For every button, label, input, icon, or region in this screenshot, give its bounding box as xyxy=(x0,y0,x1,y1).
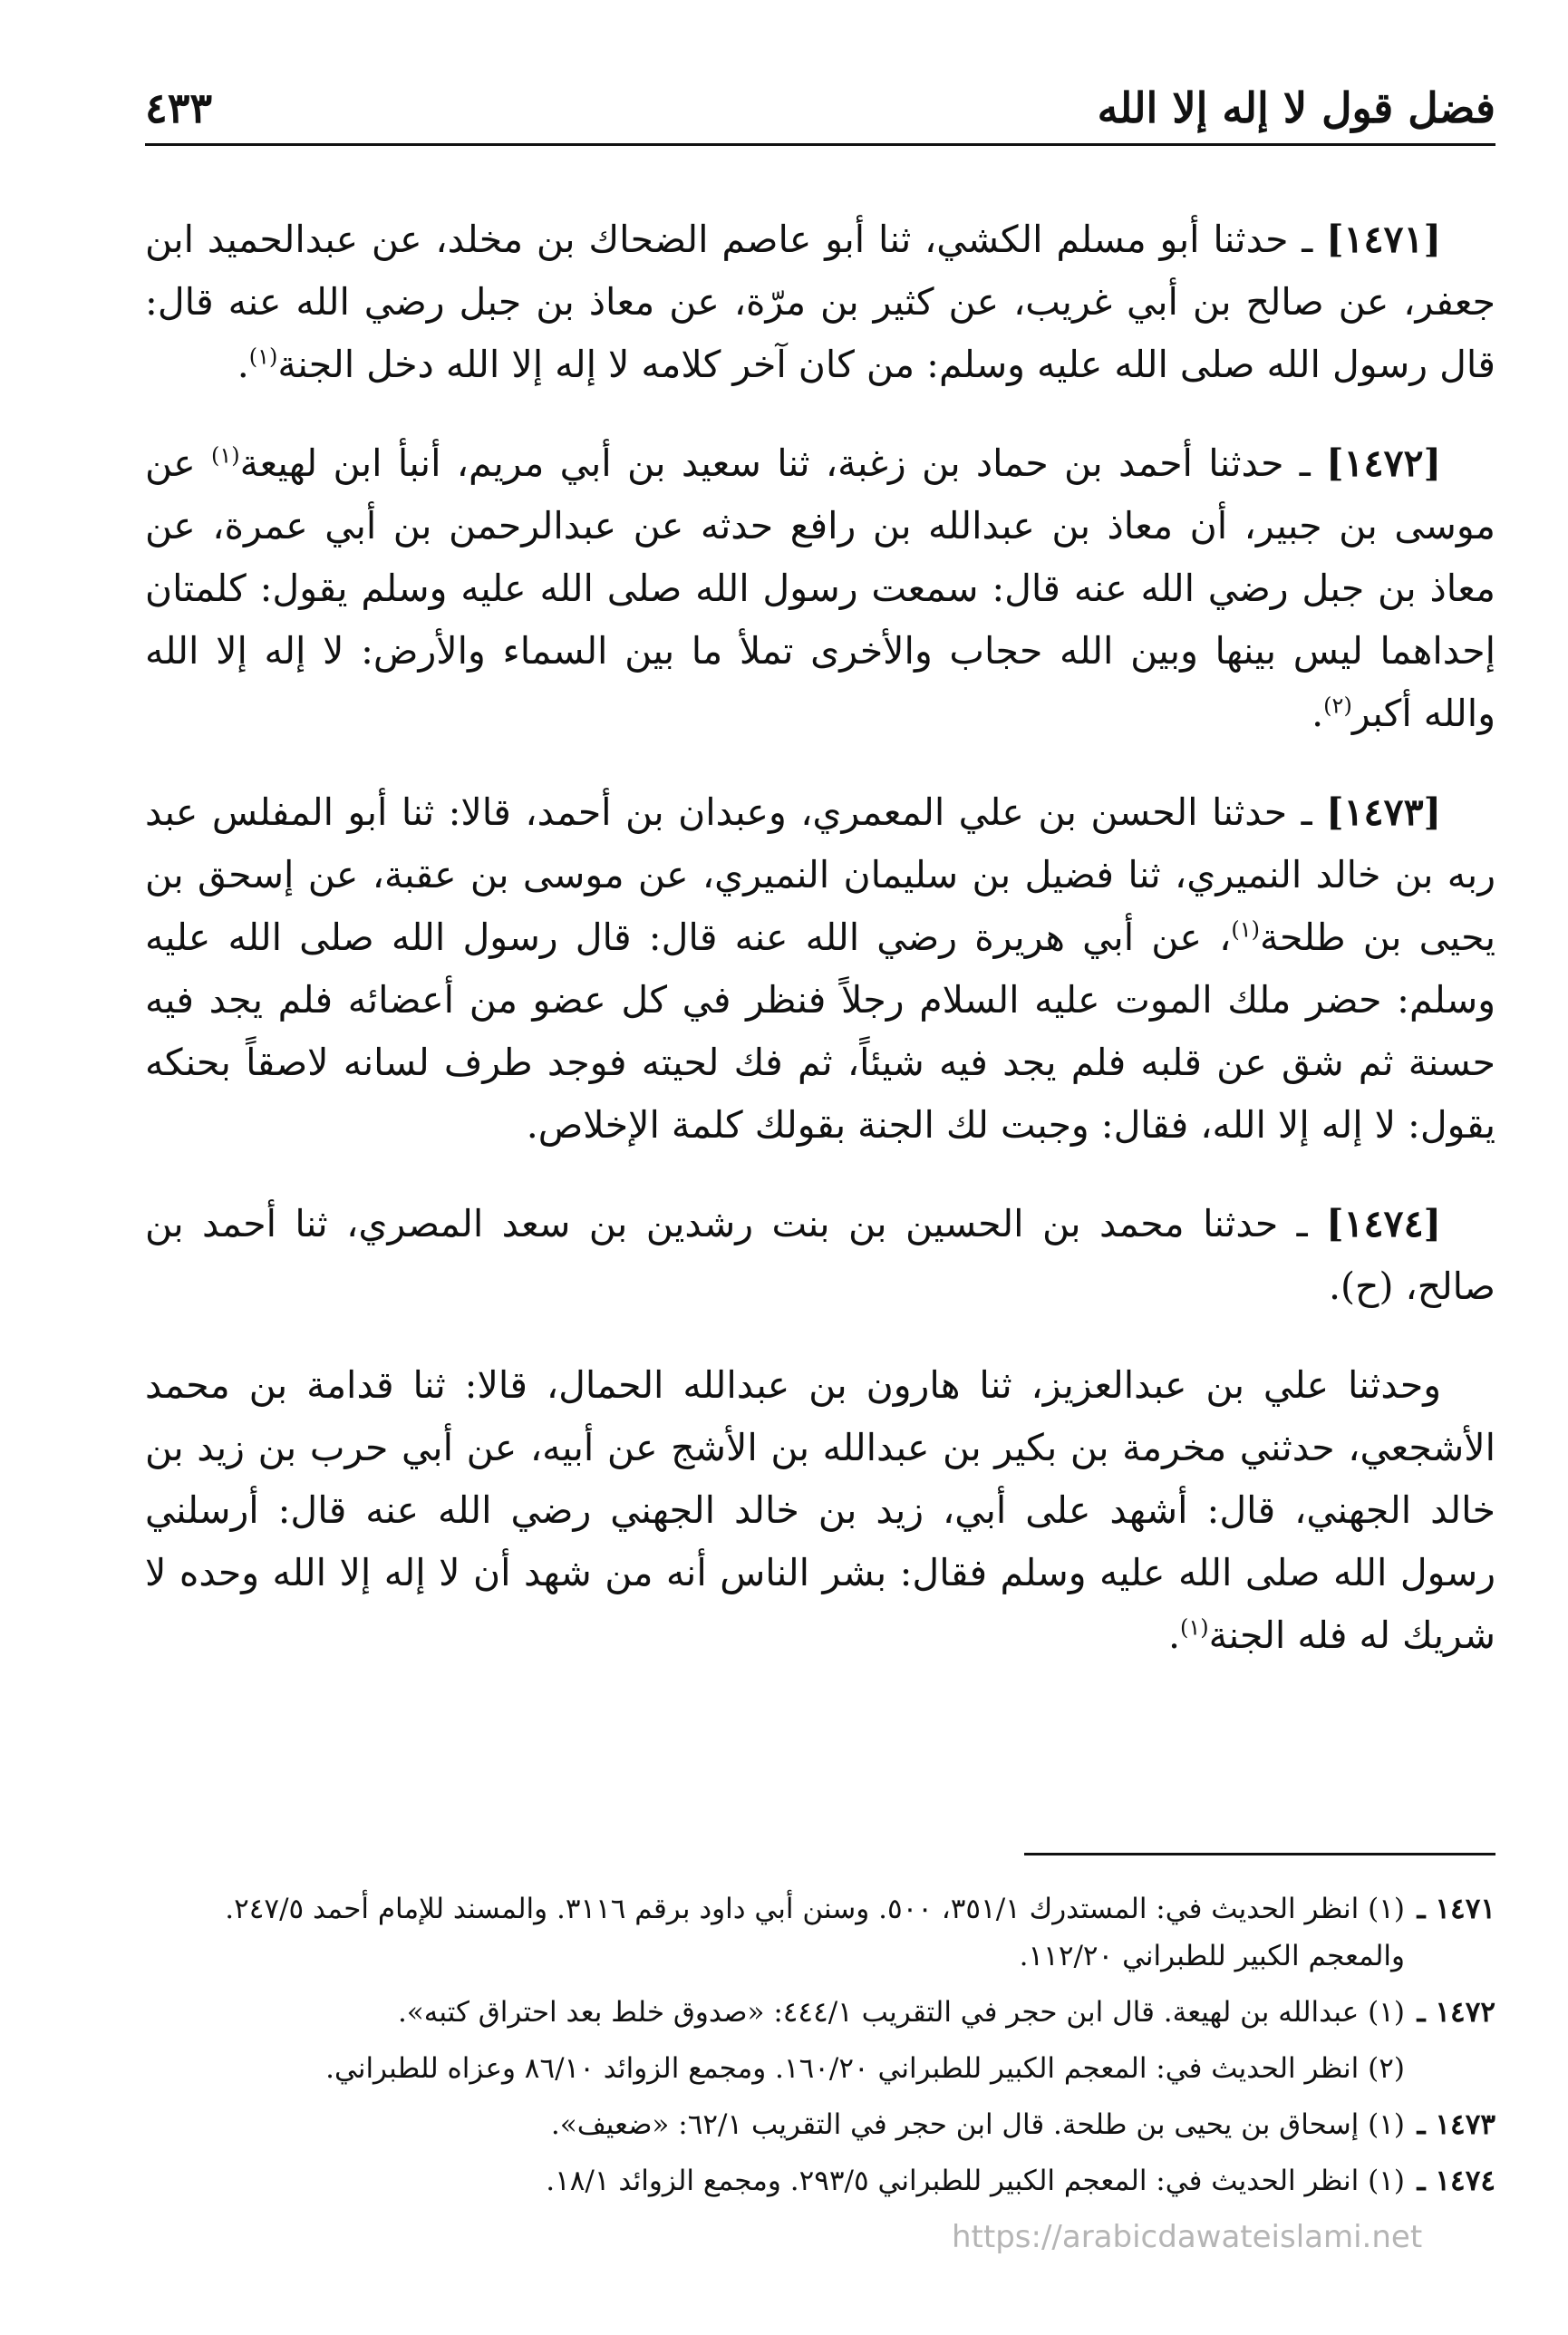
footnote-text: (١) انظر الحديث في: المعجم الكبير للطبراني ٢٩٣/٥. ومجمع الزوائد ١٨/١. xyxy=(546,2165,1405,2197)
header-rule xyxy=(145,143,1495,146)
footnote-1472-a xyxy=(145,1989,1495,2036)
footnote-text: (١) انظر الحديث في: المستدرك ٣٥١/١، ٥٠٠. وسنن أبي داود برقم ٣١١٦. والمسند للإمام أحمد ٢٤٧/٥. والمعجم الكبير للطبراني ١١٢/٢٠. xyxy=(225,1893,1405,1972)
hadith-text-cont: عن موسى بن جبير، أن معاذ بن عبدالله بن رافع حدثه عن عبدالرحمن بن أبي عمرة، عن معاذ بن جبل رضي الله عنه قال: سمعت رسول الله صلى الله عليه وسلم يقول: كلمتان إحداهما ليس بينها وبين الله حجاب والأخرى تملأ ما بين السماء والأرض: لا إله إلا الله والله أكبر xyxy=(145,441,1495,735)
footnote-1474 xyxy=(145,2157,1495,2204)
hadith-text: ـ حدثنا محمد بن الحسين بن بنت رشدين بن سعد المصري، ثنا أحمد بن صالح، (ح) xyxy=(145,1202,1495,1308)
hadith-text-cont: ، عن أبي هريرة رضي الله عنه قال: قال رسول الله صلى الله عليه وسلم: حضر ملك الموت عليه السلام رجلاً فنظر في كل عضو من أعضائه فلم يجد فيه حسنة ثم شق عن قلبه فلم يجد فيه شيئاً، ثم فك لحيته فوجد طرف لسانه لاصقاً بحنكه يقول: لا إله إلا الله، فقال: وجبت لك الجنة بقولك كلمة الإخلاص xyxy=(145,916,1495,1147)
hadith-text: ـ حدثنا أبو مسلم الكشي، ثنا أبو عاصم الضحاك بن مخلد، عن عبدالحميد ابن جعفر، عن صالح بن أبي غريب، عن كثير بن مرّة، عن معاذ بن جبل رضي الله عنه قال: قال رسول الله صلى الله عليه وسلم: من كان آخر كلامه لا إله إلا الله دخل الجنة xyxy=(145,218,1495,386)
footnote-rule xyxy=(1024,1853,1495,1855)
hadith-number: [١٤٧١] xyxy=(1326,218,1441,261)
footnote-text: (١) عبدالله بن لهيعة. قال ابن حجر في التقريب ٤٤٤/١: «صدوق خلط بعد احتراق كتبه». xyxy=(397,1996,1405,2029)
footnote-marker: (٢) xyxy=(1323,693,1352,719)
footnotes xyxy=(145,1885,1495,2214)
footnote-1471 xyxy=(145,1885,1495,1980)
hadith-text: ـ حدثنا الحسن بن علي المعمري، وعبدان بن أحمد، قالا: ثنا أبو المفلس عبد ربه بن خالد النميري، ثنا فضيل بن سليمان النميري، عن موسى بن عقبة، عن إسحق بن يحيى بن طلحة xyxy=(145,790,1495,959)
footnote-marker: (١) xyxy=(1231,916,1260,943)
page-header xyxy=(145,83,1495,147)
main-text xyxy=(145,208,1495,1703)
footnote-ref: ١٤٧٤ ـ xyxy=(1417,2165,1495,2197)
hadith-1472: [١٤٧٢] ـ حدثنا أحمد بن حماد بن زغبة، ثنا سعيد بن أبي مريم، أنبأ ابن لهيعة$^{(١)}$ عن موسى بن جبير، أن معاذ بن عبدالله بن رافع حدثه عن عبدالرحمن بن أبي عمرة، عن معاذ بن جبل رضي الله عنه قال: سمعت رسول الله صلى الله عليه وسلم يقول: كلمتان إحداهما ليس بينها وبين الله حجاب والأخرى تملأ ما بين السماء والأرض: لا إله إلا الله والله أكبر$^{(٢)}$. xyxy=(145,441,1495,735)
hadith-1473: [١٤٧٣] ـ حدثنا الحسن بن علي المعمري، وعبدان بن أحمد، قالا: ثنا أبو المفلس عبد ربه بن خالد النميري، ثنا فضيل بن سليمان النميري، عن موسى بن عقبة، عن إسحق بن يحيى بن طلحة$^{(١)}$، عن أبي هريرة رضي الله عنه قال: قال رسول الله صلى الله عليه وسلم: حضر ملك الموت عليه السلام رجلاً فنظر في كل عضو من أعضائه فلم يجد فيه حسنة ثم شق عن قلبه فلم يجد فيه شيئاً، ثم فك لحيته فوجد طرف لسانه لاصقاً بحنكه يقول: لا إله إلا الله، فقال: وجبت لك الجنة بقولك كلمة الإخلاص. xyxy=(145,790,1495,1147)
hadith-number: [١٤٧٢] xyxy=(1326,441,1441,485)
footnote-text: (٢) انظر الحديث في: المعجم الكبير للطبراني ١٦٠/٢٠. ومجمع الزوائد ٨٦/١٠ وعزاه للطبراني. xyxy=(325,2052,1405,2085)
page-number: ٤٣٣ xyxy=(145,83,213,132)
footnote-ref: ١٤٧١ ـ xyxy=(1417,1893,1495,1925)
footnote-ref: ١٤٧٣ ـ xyxy=(1417,2108,1495,2141)
book-page xyxy=(145,0,1495,2335)
hadith-number: [١٤٧٤] xyxy=(1326,1202,1441,1245)
hadith-text: وحدثنا علي بن عبدالعزيز، ثنا هارون بن عبدالله الحمال، قالا: ثنا قدامة بن محمد الأشجعي، حدثني مخرمة بن بكير بن عبدالله بن الأشج عن أبيه، عن أبي حرب بن زيد بن خالد الجهني، قال: أشهد على أبي، زيد بن خالد الجهني رضي الله عنه قال: أرسلني رسول الله صلى الله عليه وسلم فقال: بشر الناس أنه من شهد أن لا إله إلا الله وحده لا شريك له فله الجنة xyxy=(145,1363,1495,1657)
footnote-text: (١) إسحاق بن يحيى بن طلحة. قال ابن حجر في التقريب ٦٢/١: «ضعيف». xyxy=(550,2108,1405,2141)
footnote-marker: (١) xyxy=(1179,1614,1209,1641)
hadith-number: [١٤٧٣] xyxy=(1326,790,1441,834)
footnote-1472-b xyxy=(145,2045,1495,2092)
hadith-1474: [١٤٧٤] ـ حدثنا محمد بن الحسين بن بنت رشدين بن سعد المصري، ثنا أحمد بن صالح، (ح). xyxy=(145,1202,1495,1308)
hadith-1471: [١٤٧١] ـ حدثنا أبو مسلم الكشي، ثنا أبو عاصم الضحاك بن مخلد، عن عبدالحميد ابن جعفر، عن صالح بن أبي غريب، عن كثير بن مرّة، عن معاذ بن جبل رضي الله عنه قال: قال رسول الله صلى الله عليه وسلم: من كان آخر كلامه لا إله إلا الله دخل الجنة$^{(١)}$. xyxy=(145,218,1495,386)
running-title: فضل قول لا إله إلا الله xyxy=(1097,83,1495,132)
hadith-text: ـ حدثنا أحمد بن حماد بن زغبة، ثنا سعيد بن أبي مريم، أنبأ ابن لهيعة xyxy=(239,441,1311,485)
footnote-ref: ١٤٧٢ ـ xyxy=(1417,1996,1495,2029)
hadith-1474-second-chain: وحدثنا علي بن عبدالعزيز، ثنا هارون بن عبدالله الحمال، قالا: ثنا قدامة بن محمد الأشجعي، حدثني مخرمة بن بكير بن عبدالله بن الأشج عن أبيه، عن أبي حرب بن زيد بن خالد الجهني، قال: أشهد على أبي، زيد بن خالد الجهني رضي الله عنه قال: أرسلني رسول الله صلى الله عليه وسلم فقال: بشر الناس أنه من شهد أن لا إله إلا الله وحده لا شريك له فله الجنة$^{(١)}$. xyxy=(145,1363,1495,1657)
site-watermark: https://arabicdawateislami.net xyxy=(952,2219,1423,2255)
footnote-marker: (١) xyxy=(211,442,240,469)
footnote-marker: (١) xyxy=(248,344,278,370)
footnote-1473 xyxy=(145,2101,1495,2148)
